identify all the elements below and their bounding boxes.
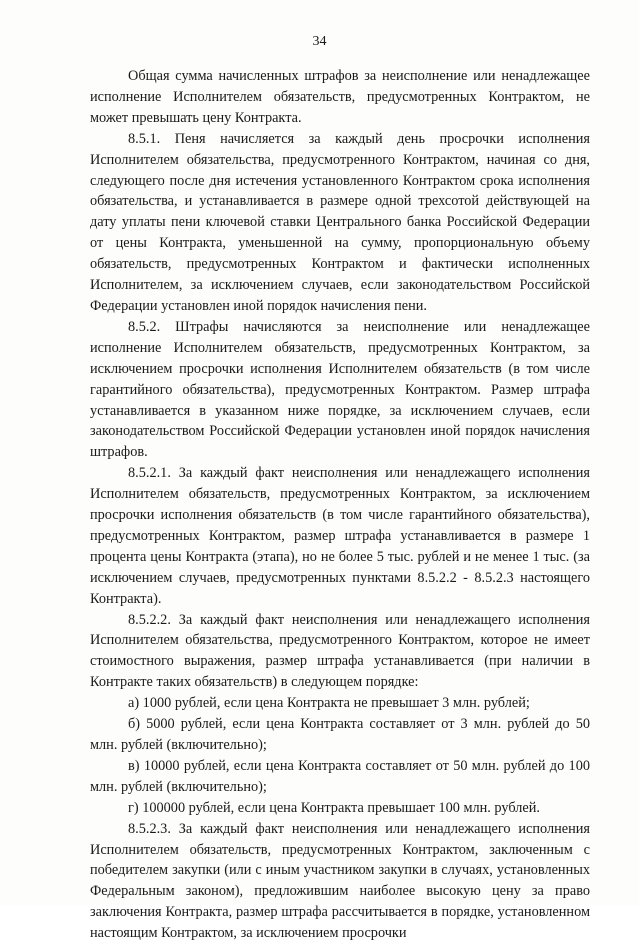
list-item-c: в) 10000 рублей, если цена Контракта составляет от 50 млн. рублей до 100 млн. рублей (включительно); [90,757,590,795]
paragraph-total-fines-limit: Общая сумма начисленных штрафов за неисполнение или ненадлежащее исполнение Исполнителем обязательств, предусмотренных Контрактом, не может превышать цену Контракта. [90,68,590,126]
list-item-a: а) 1000 рублей, если цена Контракта не превышает 3 млн. рублей; [128,695,530,712]
paragraph-8-5-2-1: 8.5.2.1. За каждый факт неисполнения или ненадлежащего исполнения Исполнителем обязательств, предусмотренных Контрактом, за исключением просрочки исполнения обязательств (в том числе гарантийного обязательства), предусмотренных Контрактом, размер штрафа устанавливается в размере 1 процента цены Контракта (этапа), но не более 5 тыс. рублей и не менее 1 тыс. (за исключением случаев, предусмотренных пунктами 8.5.2.2 - 8.5.2.3 настоящего Контракта). [90,465,590,607]
list-item-b: б) 5000 рублей, если цена Контракта составляет от 3 млн. рублей до 50 млн. рублей (включительно); [90,716,590,753]
contract-text [90,66,590,944]
page-number: 34 [312,34,327,49]
paragraph-8-5-2-fines: 8.5.2. Штрафы начисляются за неисполнение или ненадлежащее исполнение Исполнителем обязательств, предусмотренных Контрактом, за исключением просрочки исполнения Исполнителем обязательств (в том числе гарантийного обязательства), предусмотренных Контрактом. Размер штрафа устанавливается в указанном ниже порядке, за исключением случаев, если законодательством Российской Федерации установлен иной порядок начисления штрафов. [90,318,590,461]
paragraph-8-5-2-2: 8.5.2.2. За каждый факт неисполнения или ненадлежащего исполнения Исполнителем обязательства, предусмотренного Контрактом, которое не имеет стоимостного выражения, размер штрафа устанавливается (при наличии в Контракте таких обязательств) в следующем порядке: [90,611,590,691]
list-item-d: г) 100000 рублей, если цена Контракта превышает 100 млн. рублей. [128,799,540,816]
paragraph-8-5-1-penalty: 8.5.1. Пеня начисляется за каждый день просрочки исполнения Исполнителем обязательства, предусмотренного Контрактом, начиная со дня, следующего после дня истечения установленного Контрактом срока исполнения обязательства, и устанавливается в размере одной трехсотой действующей на дату уплаты пени ключевой ставки Центрального банка Российской Федерации от цены Контракта, уменьшенной на сумму, пропорциональную объему обязательств, предусмотренных Контрактом и фактически исполненных Исполнителем, за исключением случаев, если законодательством Российской Федерации установлен иной порядок начисления пени. [90,130,590,314]
paragraph-8-5-2-3: 8.5.2.3. За каждый факт неисполнения или ненадлежащего исполнения Исполнителем обязательств, предусмотренных Контрактом, заключенным с победителем закупки (или с иным участником закупки в случаях, установленных Федеральным законом), предложившим наиболее высокую цену за право заключения Контракта, размер штрафа рассчитывается в порядке, установленном настоящим Контрактом, за исключением просрочки [90,820,590,942]
